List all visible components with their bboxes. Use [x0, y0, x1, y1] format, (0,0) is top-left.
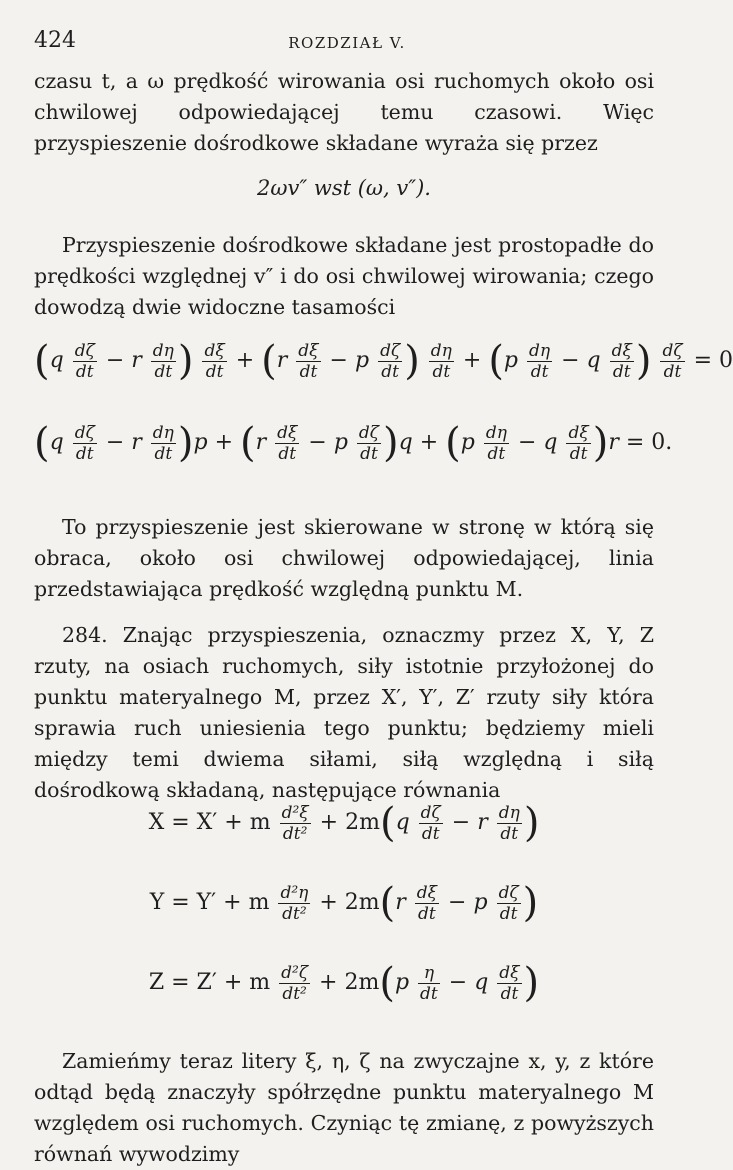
paragraph-3: To przyspieszenie jest skierowane w stronę w którą się obraca, około osi chwilowej odpowiedającej, linia przedstawiająca prędkość względną punktu M. [34, 515, 654, 601]
identity-1: (q $\frac{d\zeta}{dt}$ − r $\frac{d\eta}{dt}$ ) $\frac{d\xi}{dt}$ + (r $\frac{d\xi}{dt}$ − p $\frac{d\zeta}{dt}$ ) $\frac{d\eta}{dt}$ + (p $\frac{d\eta}{dt}$ − q $\frac{d\xi}{dt}$ ) $\frac{d\zeta}{dt}$ = 0 [34, 338, 733, 384]
fraction: $\frac{d\xi}{dt}$ [204, 340, 225, 382]
page-header [34, 28, 660, 58]
equation-y: Y = Y′ + m $\frac{\text{d²η}}{\text{dt²}}$ + 2m(r $\frac{d\xi}{dt}$ − p $\frac{d\zeta}{dt}$ ) [149, 880, 539, 926]
paragraph-4: 284. Znając przyspieszenia, oznaczmy przez X, Y, Z rzuty, na osiach ruchomych, siły istotnie przyłożonej do punktu materyalnego M, przez X′, Y′, Z′ rzuty siły która sprawia ruch uniesienia tego punktu; będziemy mieli między temi dwiema siłami, siłą względną i siłą dośrodkową składaną, następujące równania [34, 623, 654, 802]
running-title: ROZDZIAŁ V. [288, 34, 406, 52]
paragraph-5: Zamieńmy teraz litery ξ, η, ζ na zwyczajne x, y, z które odtąd będą znaczyły spółrzędne punktu materyalnego M względem osi ruchomych. Czyniąc tę zmianę, z powyższych równań wywodzimy [34, 1049, 654, 1166]
fraction: $\frac{d\eta}{dt}$ [430, 340, 452, 382]
fraction: $\frac{d\zeta}{dt}$ [380, 340, 401, 382]
equation-1: 2ωv″ wst (ω, v″). [257, 176, 431, 200]
paragraph-1: czasu t, a ω prędkość wirowania osi ruchomych około osi chwilowej odpowiedającej temu czasowi. Więc przyspieszenie dośrodkowe składane wyraża się przez [34, 69, 654, 155]
fraction: $\frac{d\zeta}{dt}$ [74, 340, 95, 382]
fraction: $\frac{d\eta}{dt}$ [529, 340, 551, 382]
paragraph-2: Przyspieszenie dośrodkowe składane jest prostopadłe do prędkości względnej v″ i do osi chwilowej wirowania; czego dowodzą dwie widoczne tasamości [34, 233, 654, 319]
fraction: $\frac{d\xi}{dt}$ [298, 340, 319, 382]
fraction: $\frac{d\xi}{dt}$ [611, 340, 632, 382]
equation-x: X = X′ + m $\frac{\text{d²ξ}}{\text{dt²}}$ + 2m(q $\frac{d\zeta}{dt}$ − r $\frac{d\eta}{dt}$ ) [148, 800, 540, 846]
open-paren: ( [34, 338, 50, 384]
identity-2: (q $\frac{d\zeta}{dt}$ − r $\frac{d\eta}{dt}$ )p + (r $\frac{d\xi}{dt}$ − p $\frac{d\zeta}{dt}$ )q + (p $\frac{d\eta}{dt}$ − q $\frac{d\xi}{dt}$ )r = 0. [34, 420, 673, 466]
equation-z: Z = Z′ + m $\frac{\text{d²ζ}}{\text{dt²}}$ + 2m(p $\frac{\eta}{dt}$ − q $\frac{d\xi}{dt}$ ) [148, 960, 540, 1006]
fraction: $\frac{d\eta}{dt}$ [152, 340, 174, 382]
page-number: 424 [34, 28, 76, 53]
fraction: $\frac{d\zeta}{dt}$ [662, 340, 683, 382]
